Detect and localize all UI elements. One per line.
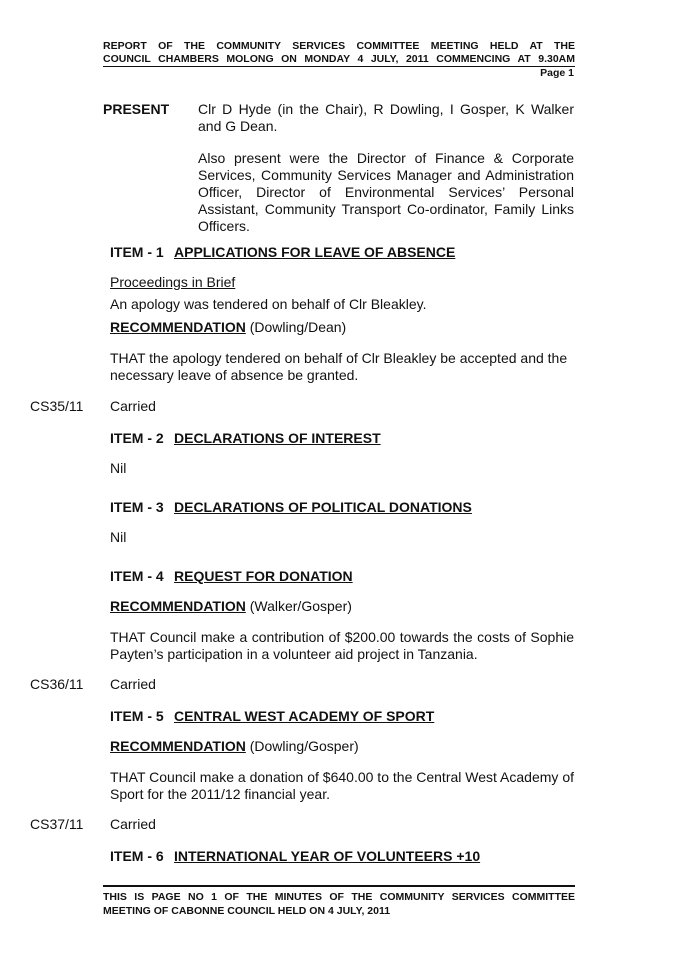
item-6-heading [110, 848, 480, 864]
recommendation-movers: (Walker/Gosper) [245, 598, 352, 614]
item-title: REQUEST FOR DONATION [174, 568, 353, 584]
apology-text: An apology was tendered on behalf of Clr Bleakley. [110, 296, 427, 312]
recommendation-label: RECOMMENDATION [110, 738, 246, 754]
proceedings-in-brief: Proceedings in Brief [110, 274, 236, 290]
item-number: ITEM - 6 [110, 848, 164, 864]
item-1-heading [110, 244, 455, 260]
page-number: Page 1 [540, 67, 574, 79]
item-1-recommendation [110, 319, 346, 336]
item-title: DECLARATIONS OF INTEREST [174, 430, 381, 446]
item-5-heading [110, 708, 434, 724]
present-label: PRESENT [103, 101, 170, 117]
report-header-line-1: REPORT OF THE COMMUNITY SERVICES COMMITTEE MEETING HELD AT THE [103, 40, 575, 52]
recommendation-label: RECOMMENDATION [110, 319, 246, 335]
resolution-number: CS35/11 [30, 398, 84, 414]
item-4-heading [110, 568, 353, 584]
header-divider [103, 66, 575, 67]
footer-line-2: MEETING OF CABONNE COUNCIL HELD ON 4 JULY, 2011 [103, 905, 391, 917]
item-title: INTERNATIONAL YEAR OF VOLUNTEERS +10 [174, 848, 481, 864]
item-number: ITEM - 2 [110, 430, 164, 446]
resolution-number: CS36/11 [30, 676, 84, 692]
resolution-number: CS37/11 [30, 816, 84, 832]
item-1-motion-text: THAT the apology tendered on behalf of Clr Bleakley be accepted and the necessary leave of absence be granted. [110, 350, 568, 383]
item-title: DECLARATIONS OF POLITICAL DONATIONS [174, 499, 472, 515]
item-title: CENTRAL WEST ACADEMY OF SPORT [174, 708, 435, 724]
item-3-body: Nil [110, 529, 127, 545]
item-5-motion-text: THAT Council make a donation of $640.00 to the Central West Academy of Sport for the 2011/12 financial year. [110, 769, 574, 802]
present-members: Clr D Hyde (in the Chair), R Dowling, I Gosper, K Walker and G Dean. [198, 101, 574, 134]
footer-divider [103, 885, 575, 887]
item-3-heading [110, 499, 472, 515]
item-number: ITEM - 5 [110, 708, 164, 724]
recommendation-movers: (Dowling/Gosper) [245, 738, 359, 754]
item-2-body: Nil [110, 460, 127, 476]
resolution-result: Carried [110, 398, 156, 414]
recommendation-movers: (Dowling/Dean) [245, 319, 347, 335]
item-2-heading [110, 430, 381, 446]
footer-line-1: THIS IS PAGE NO 1 OF THE MINUTES OF THE COMMUNITY SERVICES COMMITTEE [103, 891, 575, 903]
item-number: ITEM - 1 [110, 244, 164, 260]
item-number: ITEM - 3 [110, 499, 164, 515]
report-header-line-2: COUNCIL CHAMBERS MOLONG ON MONDAY 4 JULY, 2011 COMMENCING AT 9.30AM [103, 53, 575, 65]
item-5-recommendation [110, 738, 359, 755]
item-4-motion-text: THAT Council make a contribution of $200.00 towards the costs of Sophie Payten’s participation in a volunteer aid project in Tanzania. [110, 629, 574, 662]
resolution-result: Carried [110, 816, 156, 832]
also-present: Also present were the Director of Finance & Corporate Services, Community Services Manager and Administration Officer, Director of Environmental Services’ Personal Assistant, Community Transport Co-ordinator, Family Links Officers. [198, 150, 574, 234]
item-title: APPLICATIONS FOR LEAVE OF ABSENCE [174, 244, 456, 260]
recommendation-label: RECOMMENDATION [110, 598, 246, 614]
item-number: ITEM - 4 [110, 568, 164, 584]
resolution-result: Carried [110, 676, 156, 692]
item-4-recommendation [110, 598, 352, 615]
